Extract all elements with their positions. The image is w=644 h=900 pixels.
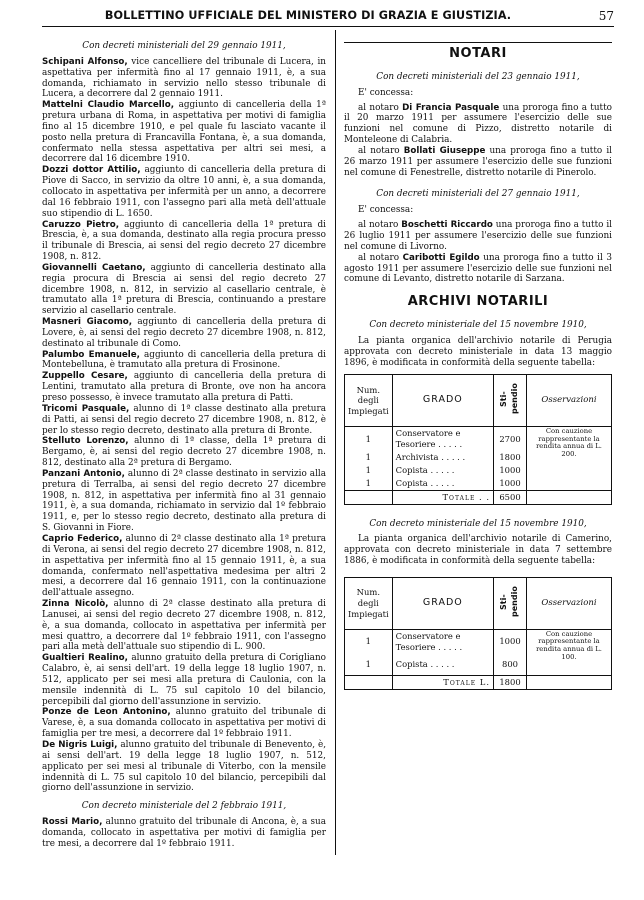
- person-name: Gualtieri Realino,: [42, 653, 128, 664]
- list-item: [42, 350, 326, 372]
- notari-list: [344, 220, 612, 285]
- person-name: Palumbo Emanuele,: [42, 349, 140, 360]
- row-grado: Conservatore e Tesoriere . . . . .: [392, 427, 493, 451]
- total-label: Totale L.: [392, 676, 493, 690]
- col-header-num: Num. degli Impiegati: [345, 578, 393, 630]
- person-name: Caruzzo Pietro,: [42, 219, 120, 230]
- notary-name: Caribotti Egildo: [402, 252, 480, 263]
- decree-heading: Con decreti ministeriali del 23 gennaio 1911,: [376, 71, 580, 82]
- row-grado: Copista . . . . .: [392, 477, 493, 490]
- person-name: De Nigris Luigi,: [42, 740, 118, 750]
- person-name: Mattelni Claudio Marcello,: [42, 100, 175, 111]
- notari-heading: NOTARI: [344, 42, 612, 60]
- list-item: [42, 100, 326, 165]
- row-stipendio: 1000: [494, 464, 527, 477]
- row-note: Con cauzione rappresentante la rendita annua di L. 100.: [527, 629, 612, 675]
- list-item: [42, 817, 326, 850]
- entry-text: alunno di 2ª classe destinato in servizio alla pretura di Terralba, ai sensi del regio decreto 27 dicembre 1908, n. 812, in aspettativa per infermità fino al 31 gennaio 1911, è, a sua domanda, richiamato in servizio dal 1º febbraio 1911, e, per lo stesso regio decreto, destinato alla pretura di S. Giovanni in Fiore.: [42, 468, 326, 534]
- staff-table-camerino: [344, 577, 612, 690]
- entry-text: una proroga fino a tutto il 26 luglio 1911 per assumere l'esercizio delle sue funzioni nel comune di Livorno.: [344, 220, 612, 252]
- decree-heading: Con decreto ministeriale del 15 novembre 1910,: [369, 320, 587, 331]
- list-item: [42, 534, 326, 599]
- person-name: Zuppello Cesare,: [42, 371, 128, 382]
- table-row: [345, 427, 612, 451]
- notary-name: Di Francia Pasquale: [402, 102, 500, 113]
- archivi-heading: ARCHIVI NOTARILI: [407, 294, 549, 310]
- row-grado: Copista . . . . .: [392, 654, 493, 676]
- column-divider: [335, 30, 336, 855]
- list-item: [42, 57, 326, 100]
- list-item: [42, 371, 326, 404]
- row-num: 1: [345, 654, 393, 676]
- entry-text: una proroga fino a tutto il 26 marzo 1911 per assumere l'esercizio delle sue funzioni nel comune di Fenestrelle, distretto notarile di Pinerolo.: [344, 145, 613, 178]
- list-item: [42, 220, 326, 263]
- person-name: Masneri Giacomo,: [42, 317, 133, 328]
- row-num: 1: [345, 464, 393, 477]
- list-item: [42, 469, 326, 534]
- col-header-num: Num. degli Impiegati: [345, 375, 393, 427]
- person-name: Tricomi Pasquale,: [42, 403, 130, 414]
- page-header: [42, 6, 614, 27]
- person-name: Ponze de Leon Antonino,: [42, 707, 171, 718]
- list-item: [344, 253, 612, 286]
- total-row: [345, 676, 612, 690]
- list-item: [344, 103, 612, 146]
- entry-text: alunno di 1ª classe, della 1ª pretura di Bergamo, è, ai sensi del regio decreto 27 dicembre 1908, n. 812, destinato alla 2ª pretura di Bergamo.: [42, 436, 327, 469]
- entry-text: alunno di 2ª classe destinato alla 1ª pretura di Verona, ai sensi del regio decreto 27 dicembre 1908, n. 812, in aspettativa per infermità fino al 15 gennaio 1911, è, a sua domanda, confermato nell'aspettativa medesima per altri 2 mesi, a decorrere dal 16 gennaio 1911, con la continuazione dell'attuale assegno.: [42, 533, 327, 599]
- person-name: Stelluto Lorenzo,: [42, 436, 129, 447]
- entry-text: aggiunto di cancelleria della pretura di Montebelluna, è tramutato alla pretura di Frosinone.: [42, 349, 326, 371]
- decree-heading: Con decreto ministeriale del 15 novembre 1910,: [369, 518, 587, 529]
- entry-text: aggiunto di cancelleria della pretura di Lentini, tramutato alla pretura di Bronte, ove non ha ancora preso possesso, è invece tramutato alla pretura di Patti.: [42, 371, 326, 403]
- row-stipendio: 1000: [494, 629, 527, 653]
- decree-heading: Con decreto ministeriale del 2 febbraio 1911,: [81, 801, 287, 812]
- person-name: Rossi Mario,: [42, 817, 103, 828]
- entry-text: alunno gratuito del tribunale di Benevento, è, ai sensi dell'art. 19 della legge 18 luglio 1907, n. 512, applicato per sei mesi al tribunale di Viterbo, con la mensile indennità di L. 75 sul capitolo 10 del bilancio, percepibili dal giorno dell'assunzione in servizio.: [42, 740, 326, 794]
- list-item: [344, 220, 612, 253]
- row-grado: Conservatore e Tesoriere . . . . .: [392, 629, 493, 653]
- concessa-label: E' concessa:: [358, 205, 414, 216]
- row-num: 1: [345, 451, 393, 464]
- col-header-stipendio: Sti-pendio: [494, 578, 527, 630]
- row-num: 1: [345, 629, 393, 653]
- list-item: [42, 404, 326, 437]
- appointments-list: [42, 817, 326, 850]
- row-stipendio: 2700: [494, 427, 527, 451]
- notary-name: Boschetti Riccardo: [401, 220, 493, 231]
- row-num: 1: [345, 477, 393, 490]
- entry-text: aggiunto di cancelleria della pretura di Piove di Sacco, in servizio da oltre 10 anni, è, a sua domanda, collocato in aspettativa per infermità per un anno, a decorrere dal 16 febbraio 1911, con l'assegno pari alla metà dell'attuale suo stipendio di L. 1650.: [42, 165, 326, 219]
- entry-text: una proroga fino a tutto il 3 agosto 1911 per assumere l'esercizio delle sue funzioni nel comune di Levanto, distretto notarile di Sarzana.: [344, 252, 613, 285]
- list-item: [42, 263, 326, 317]
- col-header-grado: GRADO: [392, 375, 493, 427]
- list-item: [42, 653, 326, 707]
- list-item: [344, 146, 612, 179]
- concessa-label: E' concessa:: [358, 87, 414, 98]
- col-header-osservazioni: Osservazioni: [527, 578, 612, 630]
- entry-text: aggiunto di cancelleria della pretura di Lovere, è, ai sensi del regio decreto 27 dicembre 1908, n. 812, destinato al tribunale di Como.: [42, 317, 326, 349]
- entry-text: aggiunto di cancelleria della 1ª pretura di Brescia, è, a sua domanda, destinato alla regia procura presso il tribunale di Brescia, ai sensi del regio decreto 27 dicembre 1908, n. 812.: [42, 219, 326, 263]
- col-header-grado: GRADO: [392, 578, 493, 630]
- entry-text: alunno gratuito del tribunale di Varese, è, a sua domanda collocato in aspettativa per motivi di famiglia per tre mesi, a decorrere dal 1º febbraio 1911.: [42, 707, 326, 740]
- entry-text: alunno di 1ª classe destinato alla pretura di Patti, ai sensi del regio decreto 27 dicembre 1908, n. 812, è per lo stesso regio decreto, destinato alla pretura di Bronte.: [42, 403, 326, 436]
- appointments-list: [42, 57, 326, 794]
- decree-heading: Con decreti ministeriali del 27 gennaio 1911,: [376, 189, 580, 200]
- right-column: [344, 34, 612, 894]
- notary-prefix: al notaro: [358, 102, 403, 113]
- total-value: 1800: [494, 676, 527, 690]
- archive-paragraph: La pianta organica dell'archivio notarile di Camerino, approvata con decreto ministeriale in data 7 settembre 1886, è modificata in conformità della seguente tabella:: [344, 534, 612, 567]
- row-note: Con cauzione rappresentante la rendita annua di L. 200.: [527, 427, 612, 491]
- decree-heading: Con decreti ministeriali del 29 gennaio 1911,: [82, 41, 286, 51]
- entry-text: una proroga fino a tutto il 20 marzo 1911 per assumere l'esercizio delle sue funzioni nel comune di Pizzo, distretto notarile di Monteleone di Calabria.: [344, 102, 612, 146]
- entry-text: vice cancelliere del tribunale di Lucera, in aspettativa per infermità fino al 17 gennaio 1911, è, a sua domanda, richiamato in servizio nello stesso tribunale di Lucera, a decorrere dal 2 gennaio 1911.: [42, 56, 326, 100]
- notary-prefix: al notaro: [358, 145, 404, 156]
- row-num: 1: [345, 427, 393, 451]
- notari-list: [344, 103, 612, 179]
- table-row: [345, 629, 612, 653]
- row-stipendio: 1800: [494, 451, 527, 464]
- total-value: 6500: [494, 490, 527, 504]
- staff-table-perugia: [344, 374, 612, 504]
- bulletin-title: BOLLETTINO UFFICIALE DEL MINISTERO DI GRAZIA E GIUSTIZIA.: [104, 9, 512, 22]
- row-stipendio: 1000: [494, 477, 527, 490]
- archive-paragraph: La pianta organica dell'archivio notarile di Perugia approvata con decreto ministeriale in data 13 maggio 1896, è modificata in conformità della seguente tabella:: [344, 335, 612, 368]
- col-header-stipendio: Sti-pendio: [494, 375, 527, 427]
- total-row: [345, 490, 612, 504]
- entry-text: aggiunto di cancelleria della 1ª pretura urbana di Roma, in aspettativa per motivi di famiglia fino al 15 dicembre 1910, e pel quale fu lasciato vacante il posto nella pretura di Francavilla Fontana, è, a sua domanda, confermato nella stessa aspettativa per altri sei mesi, a decorrere dal 16 dicembre 1910.: [42, 100, 326, 165]
- entry-text: alunno gratuito della pretura di Corigliano Calabro, è, ai sensi dell'art. 19 della legge 18 luglio 1907, n. 512, applicato per sei mesi alla pretura di Caulonia, con la mensile indennità di L. 75 sul capitolo 10 del bilancio, percepibili dal giorno dell'assunzione in servizio.: [42, 653, 326, 707]
- notary-prefix: al notaro: [358, 220, 402, 231]
- entry-text: alunno di 2ª classe destinato alla pretura di Lanusei, ai sensi del regio decreto 27 dicembre 1908, n. 812, è, a sua domanda, collocato in aspettativa per infermità per mesi quattro, a decorrere dal 1º febbraio 1911, con l'assegno pari alla metà dell'attuale suo stipendio di L. 900.: [42, 599, 326, 653]
- person-name: Schipani Alfonso,: [42, 56, 128, 67]
- entry-text: aggiunto di cancelleria destinato alla regia procura di Brescia ai sensi del regio decreto 27 dicembre 1908, n. 812, in servizio al casellario centrale, è tramutato alla 1ª pretura di Brescia, continuando a prestare servizio al casellario centrale.: [42, 262, 327, 317]
- list-item: [42, 317, 326, 350]
- row-stipendio: 800: [494, 654, 527, 676]
- person-name: Dozzi dottor Attilio,: [42, 165, 141, 176]
- list-item: [42, 165, 326, 219]
- col-header-osservazioni: Osservazioni: [527, 375, 612, 427]
- person-name: Giovannelli Caetano,: [42, 262, 146, 273]
- notary-prefix: al notaro: [358, 252, 403, 263]
- row-grado: Copista . . . . .: [392, 464, 493, 477]
- list-item: [42, 740, 326, 794]
- total-label: Totale . .: [392, 490, 493, 504]
- entry-text: alunno gratuito del tribunale di Ancona, è, a sua domanda, collocato in aspettativa per motivi di famiglia per tre mesi, a decorrere dal 1º febbraio 1911.: [42, 817, 327, 849]
- person-name: Panzani Antonio,: [42, 468, 125, 479]
- left-column: [42, 34, 326, 894]
- notary-name: Bollati Giuseppe: [403, 145, 486, 156]
- person-name: Zinna Nicolò,: [42, 599, 109, 610]
- person-name: Caprio Federico,: [42, 533, 123, 544]
- row-grado: Archivista . . . . .: [392, 451, 493, 464]
- list-item: [42, 707, 326, 740]
- list-item: [42, 436, 326, 469]
- list-item: [42, 599, 326, 653]
- page-number: 57: [598, 9, 614, 23]
